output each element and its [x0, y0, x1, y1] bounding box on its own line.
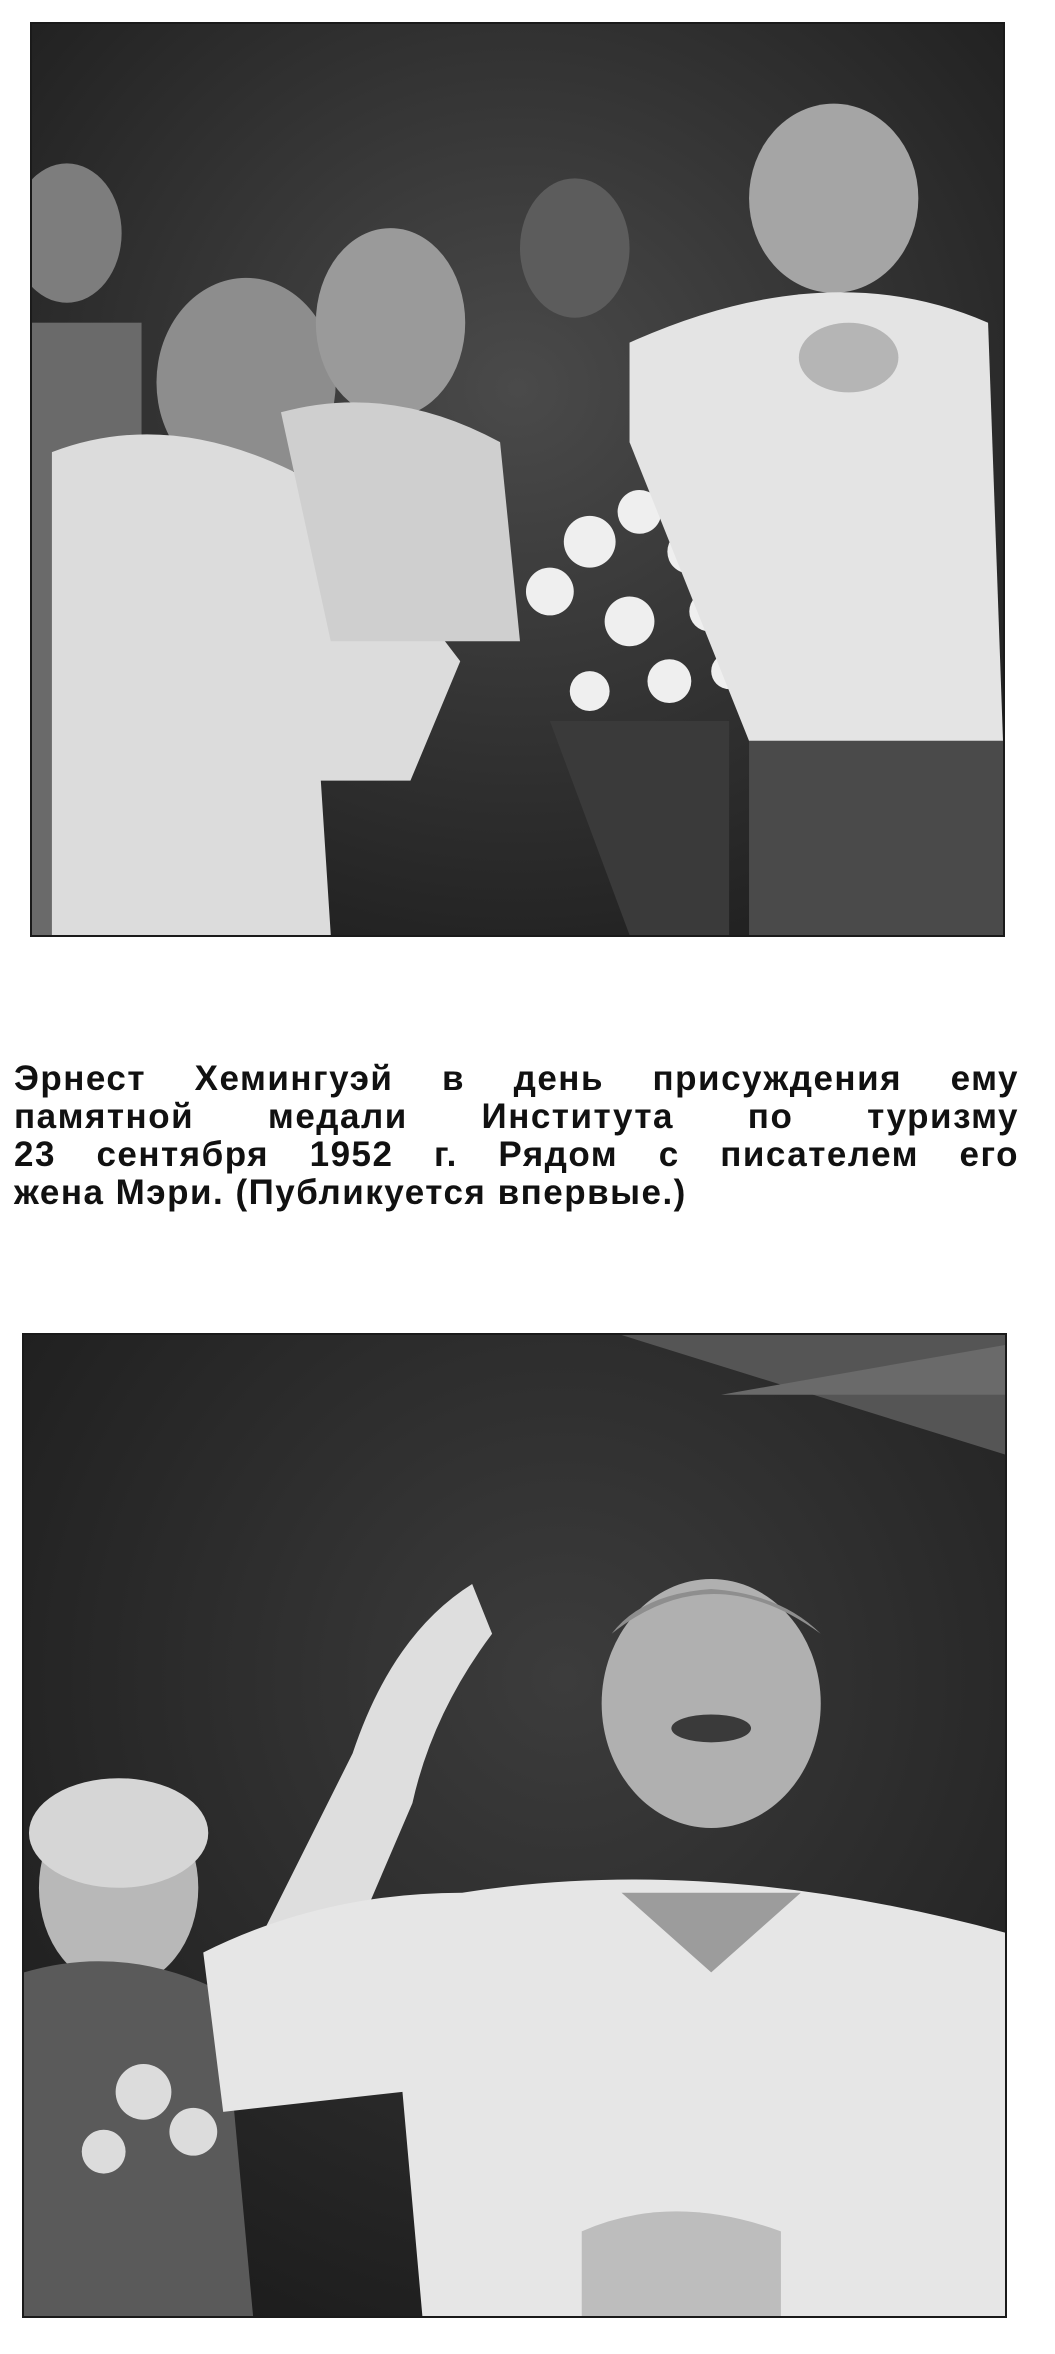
caption-line: Эрнест Хемингуэй в день присуждения ему — [14, 1059, 1019, 1098]
caption-line: памятной медали Института по туризму — [14, 1097, 1019, 1136]
bottom-photograph-image — [24, 1335, 1005, 2316]
top-photograph-image — [32, 24, 1003, 935]
bottom-photograph — [22, 1333, 1007, 2318]
top-photograph — [30, 22, 1005, 937]
caption-line: жена Мэри. (Публикуется впервые.) — [14, 1173, 687, 1212]
photo-caption — [14, 1060, 1019, 1212]
caption-line: 23 сентября 1952 г. Рядом с писателем его — [14, 1135, 1019, 1174]
